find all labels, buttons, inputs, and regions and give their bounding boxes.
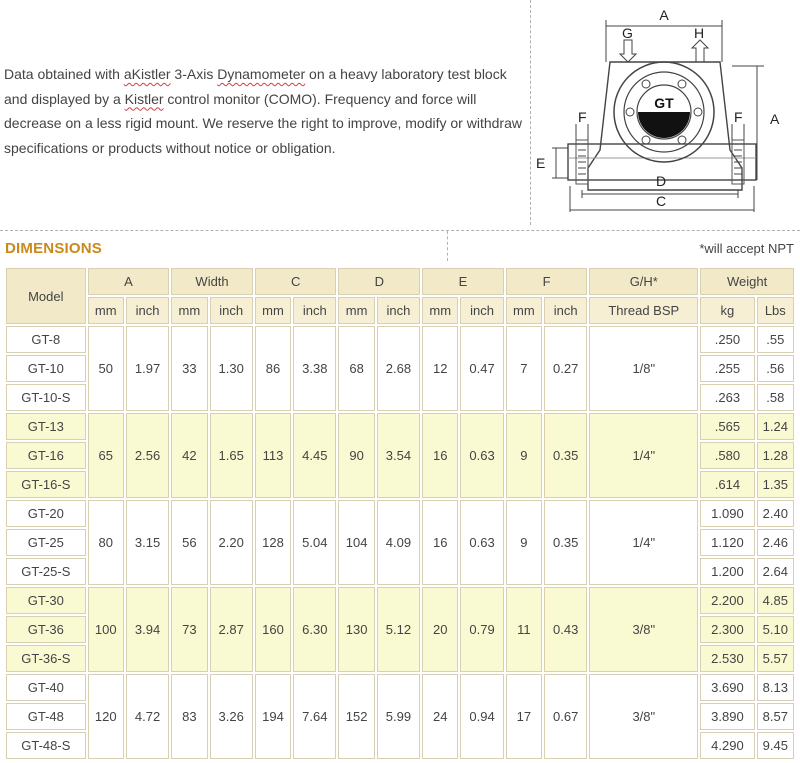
vibrator-dimension-diagram xyxy=(532,0,800,225)
weight-kg-cell: .255 xyxy=(700,355,754,382)
model-cell: GT-40 xyxy=(6,674,86,701)
dimension-cell: 20 xyxy=(422,587,458,672)
weight-kg-cell: .614 xyxy=(700,471,754,498)
model-cell: GT-20 xyxy=(6,500,86,527)
header-e: E xyxy=(422,268,504,295)
spellcheck-word: aKistler xyxy=(123,66,171,82)
header-f: F xyxy=(506,268,588,295)
unit-header: mm xyxy=(171,297,207,324)
divider xyxy=(530,0,531,225)
diagram-label-d: D xyxy=(656,173,667,189)
dimension-cell: 0.63 xyxy=(460,500,503,585)
weight-kg-cell: 1.120 xyxy=(700,529,754,556)
weight-lbs-cell: 1.35 xyxy=(757,471,794,498)
dimension-cell: 33 xyxy=(171,326,207,411)
diagram-label-e: E xyxy=(536,155,546,171)
unit-header: inch xyxy=(210,297,253,324)
dimension-cell: 65 xyxy=(88,413,124,498)
top-section xyxy=(0,0,800,230)
thread-cell: 1/4" xyxy=(589,413,698,498)
model-cell: GT-10-S xyxy=(6,384,86,411)
dimension-cell: 3.38 xyxy=(293,326,336,411)
weight-lbs-cell: .55 xyxy=(757,326,794,353)
description-text xyxy=(4,62,529,160)
dimension-cell: 100 xyxy=(88,587,124,672)
weight-kg-cell: 1.200 xyxy=(700,558,754,585)
description-fragment: control monitor (COMO). Frequency and force will decrease on a less rigid mount. We reserve the right to improve, modify or withdraw specifications or products without notice or obligation. xyxy=(4,90,522,156)
dimension-cell: 9 xyxy=(506,500,542,585)
unit-header: mm xyxy=(88,297,124,324)
unit-header: mm xyxy=(506,297,542,324)
dimension-cell: 152 xyxy=(338,674,374,759)
dimension-cell: 68 xyxy=(338,326,374,411)
model-cell: GT-16 xyxy=(6,442,86,469)
units-row xyxy=(6,297,794,324)
weight-kg-cell: 2.200 xyxy=(700,587,754,614)
description-fragment: 3-Axis xyxy=(170,66,218,82)
model-cell: GT-25 xyxy=(6,529,86,556)
unit-header: mm xyxy=(255,297,291,324)
dimension-cell: 42 xyxy=(171,413,207,498)
header-divider xyxy=(447,231,448,261)
dimension-cell: 7 xyxy=(506,326,542,411)
weight-kg-cell: .565 xyxy=(700,413,754,440)
dimension-cell: 3.26 xyxy=(210,674,253,759)
unit-header: mm xyxy=(338,297,374,324)
header-c: C xyxy=(255,268,337,295)
dimension-cell: 104 xyxy=(338,500,374,585)
dimension-cell: 1.97 xyxy=(126,326,169,411)
model-cell: GT-16-S xyxy=(6,471,86,498)
dimension-cell: 83 xyxy=(171,674,207,759)
weight-kg-cell: .580 xyxy=(700,442,754,469)
dimension-cell: 194 xyxy=(255,674,291,759)
model-cell: GT-8 xyxy=(6,326,86,353)
dimension-cell: 113 xyxy=(255,413,291,498)
dimension-cell: 128 xyxy=(255,500,291,585)
dimension-cell: 0.63 xyxy=(460,413,503,498)
dimension-cell: 90 xyxy=(338,413,374,498)
model-cell: GT-36 xyxy=(6,616,86,643)
table-row xyxy=(6,500,794,527)
description-fragment: Data obtained with xyxy=(4,66,124,82)
diagram-label-g: G xyxy=(622,25,633,41)
weight-unit-header: Lbs xyxy=(757,297,794,324)
dimension-cell: 3.15 xyxy=(126,500,169,585)
dimension-cell: 6.30 xyxy=(293,587,336,672)
diagram-label-f-left: F xyxy=(578,109,587,125)
spellcheck-word: Dynamometer xyxy=(217,66,306,82)
weight-unit-header: kg xyxy=(700,297,754,324)
weight-lbs-cell: 5.57 xyxy=(757,645,794,672)
dimension-cell: 16 xyxy=(422,500,458,585)
weight-kg-cell: .250 xyxy=(700,326,754,353)
dimension-cell: 2.68 xyxy=(377,326,420,411)
section-title: DIMENSIONS xyxy=(5,240,103,257)
model-cell: GT-48 xyxy=(6,703,86,730)
dimension-cell: 50 xyxy=(88,326,124,411)
weight-lbs-cell: 1.24 xyxy=(757,413,794,440)
table-row xyxy=(6,413,794,440)
table-row xyxy=(6,674,794,701)
diagram-logo-label: GT xyxy=(654,95,674,111)
weight-lbs-cell: 2.46 xyxy=(757,529,794,556)
dimension-cell: 73 xyxy=(171,587,207,672)
header-a: A xyxy=(88,268,170,295)
weight-lbs-cell: 8.13 xyxy=(757,674,794,701)
unit-header: mm xyxy=(422,297,458,324)
dimension-cell: 1.30 xyxy=(210,326,253,411)
model-cell: GT-48-S xyxy=(6,732,86,759)
dimension-cell: 16 xyxy=(422,413,458,498)
table-row xyxy=(6,326,794,353)
diagram-label-c: C xyxy=(656,193,667,209)
thread-cell: 3/8" xyxy=(589,587,698,672)
header-width: Width xyxy=(171,268,253,295)
weight-kg-cell: 3.690 xyxy=(700,674,754,701)
model-cell: GT-25-S xyxy=(6,558,86,585)
model-cell: GT-36-S xyxy=(6,645,86,672)
unit-header: inch xyxy=(293,297,336,324)
model-cell: GT-10 xyxy=(6,355,86,382)
dimension-cell: 2.87 xyxy=(210,587,253,672)
dimension-cell: 4.09 xyxy=(377,500,420,585)
dimension-cell: 130 xyxy=(338,587,374,672)
npt-note: *will accept NPT xyxy=(699,241,794,256)
weight-kg-cell: 2.530 xyxy=(700,645,754,672)
dimension-cell: 5.99 xyxy=(377,674,420,759)
diagram-label-a-top: A xyxy=(659,7,669,23)
dimension-cell: 0.79 xyxy=(460,587,503,672)
dimension-cell: 12 xyxy=(422,326,458,411)
dimension-cell: 9 xyxy=(506,413,542,498)
weight-lbs-cell: 5.10 xyxy=(757,616,794,643)
weight-lbs-cell: 9.45 xyxy=(757,732,794,759)
header-weight: Weight xyxy=(700,268,794,295)
dimension-cell: 0.35 xyxy=(544,413,587,498)
diagram-label-h: H xyxy=(694,25,705,41)
dimension-cell: 3.54 xyxy=(377,413,420,498)
weight-kg-cell: .263 xyxy=(700,384,754,411)
dimension-cell: 0.67 xyxy=(544,674,587,759)
dimension-cell: 5.04 xyxy=(293,500,336,585)
weight-lbs-cell: 4.85 xyxy=(757,587,794,614)
dimension-cell: 17 xyxy=(506,674,542,759)
unit-header: inch xyxy=(126,297,169,324)
dimension-cell: 80 xyxy=(88,500,124,585)
unit-header: inch xyxy=(460,297,503,324)
dimension-cell: 4.45 xyxy=(293,413,336,498)
table-body xyxy=(6,326,794,759)
dimension-cell: 0.27 xyxy=(544,326,587,411)
dimension-cell: 0.43 xyxy=(544,587,587,672)
description-fragment: on a heavy laboratory test block and displayed by a xyxy=(4,66,507,107)
model-cell: GT-30 xyxy=(6,587,86,614)
dimension-cell: 2.56 xyxy=(126,413,169,498)
dimension-cell: 160 xyxy=(255,587,291,672)
dimension-cell: 4.72 xyxy=(126,674,169,759)
dimension-cell: 120 xyxy=(88,674,124,759)
header-gh: G/H* xyxy=(589,268,698,295)
header-model: Model xyxy=(6,268,86,324)
dimension-cell: 56 xyxy=(171,500,207,585)
dimension-cell: 11 xyxy=(506,587,542,672)
dimension-cell: 0.47 xyxy=(460,326,503,411)
dimension-cell: 5.12 xyxy=(377,587,420,672)
diagram-label-f-right: F xyxy=(734,109,743,125)
dimension-cell: 3.94 xyxy=(126,587,169,672)
dimension-cell: 24 xyxy=(422,674,458,759)
weight-kg-cell: 3.890 xyxy=(700,703,754,730)
header-d: D xyxy=(338,268,420,295)
header-rule xyxy=(0,230,800,231)
weight-kg-cell: 2.300 xyxy=(700,616,754,643)
dimension-cell: 0.35 xyxy=(544,500,587,585)
weight-kg-cell: 4.290 xyxy=(700,732,754,759)
dimensions-table xyxy=(4,266,796,761)
table-row xyxy=(6,587,794,614)
unit-header: inch xyxy=(377,297,420,324)
dimension-cell: 0.94 xyxy=(460,674,503,759)
weight-kg-cell: 1.090 xyxy=(700,500,754,527)
model-cell: GT-13 xyxy=(6,413,86,440)
weight-lbs-cell: 2.64 xyxy=(757,558,794,585)
weight-lbs-cell: .56 xyxy=(757,355,794,382)
header-thread-bsp: Thread BSP xyxy=(589,297,698,324)
thread-cell: 1/4" xyxy=(589,500,698,585)
weight-lbs-cell: 1.28 xyxy=(757,442,794,469)
diagram-label-a-side: A xyxy=(770,111,780,127)
dimension-cell: 1.65 xyxy=(210,413,253,498)
weight-lbs-cell: 2.40 xyxy=(757,500,794,527)
thread-cell: 3/8" xyxy=(589,674,698,759)
weight-lbs-cell: .58 xyxy=(757,384,794,411)
thread-cell: 1/8" xyxy=(589,326,698,411)
spellcheck-word: Kistler xyxy=(124,90,164,107)
dimension-cell: 7.64 xyxy=(293,674,336,759)
weight-lbs-cell: 8.57 xyxy=(757,703,794,730)
dimension-cell: 86 xyxy=(255,326,291,411)
unit-header: inch xyxy=(544,297,587,324)
dimension-cell: 2.20 xyxy=(210,500,253,585)
